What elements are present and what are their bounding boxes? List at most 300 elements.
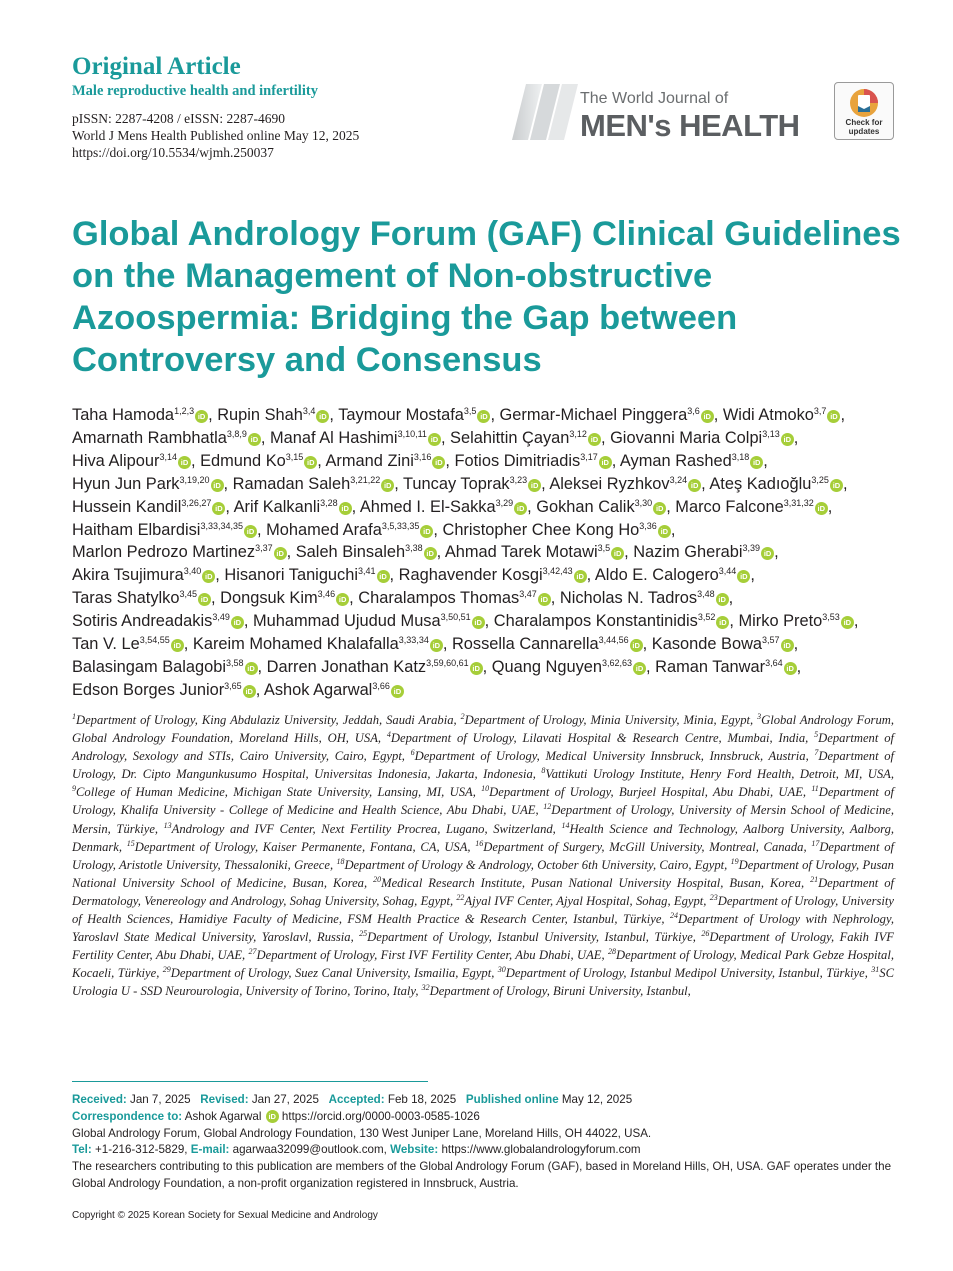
author-separator: , bbox=[796, 657, 802, 676]
author-affiliation-numbers: 3,40 bbox=[183, 566, 202, 577]
author-name: Fotios Dimitriadis bbox=[454, 451, 581, 470]
orcid-icon[interactable]: iD bbox=[381, 479, 394, 492]
author bbox=[620, 452, 763, 470]
affiliation-text: Global Andrology Forum, Global Andrology Foundation, Moreland Hills, OH, USA, bbox=[72, 713, 894, 746]
affiliation-number: 8 bbox=[541, 766, 546, 776]
orcid-icon[interactable]: iD bbox=[195, 410, 208, 423]
author-affiliation-numbers: 3,5,33,35 bbox=[381, 520, 420, 531]
author-name: Marco Falcone bbox=[675, 497, 784, 516]
affiliation-number: 32 bbox=[421, 983, 430, 993]
author-affiliation-numbers: 3,37 bbox=[255, 543, 273, 554]
author-separator: , bbox=[550, 589, 560, 608]
author-separator: , bbox=[351, 497, 360, 516]
author-name: Ateş Kadıoğlu bbox=[709, 474, 812, 493]
author bbox=[267, 658, 483, 676]
orcid-icon[interactable]: iD bbox=[244, 525, 257, 538]
author-affiliation-numbers: 3,59,60,61 bbox=[426, 657, 469, 668]
author-affiliation-numbers: 3,4 bbox=[302, 406, 316, 416]
affiliation-number: 20 bbox=[373, 874, 382, 884]
author-name: Marlon Pedrozo Martinez bbox=[72, 543, 256, 562]
revised-label: Revised: bbox=[200, 1093, 249, 1106]
author-affiliation-numbers: 3,58 bbox=[226, 657, 244, 668]
orcid-icon[interactable]: iD bbox=[430, 639, 443, 652]
author-affiliation-numbers: 3,25 bbox=[811, 474, 829, 485]
email-link[interactable]: agarwaa32099@outlook.com, bbox=[232, 1143, 387, 1157]
author-name: Saleh Binsaleh bbox=[295, 543, 406, 562]
author-name: Raman Tanwar bbox=[655, 657, 766, 676]
author-separator: , bbox=[840, 406, 845, 424]
affiliation-number: 31 bbox=[871, 965, 880, 975]
issn: pISSN: 2287-4208 / eISSN: 2287-4690 bbox=[72, 111, 286, 126]
affiliation-number: 4 bbox=[386, 729, 391, 739]
author-name: Tuncay Toprak bbox=[403, 474, 510, 493]
affiliation-text: Andrology and IVF Center, Next Fertility Procrea, Lugano, Switzerland, bbox=[171, 821, 562, 836]
author bbox=[633, 543, 774, 561]
author bbox=[442, 521, 670, 539]
author bbox=[358, 589, 550, 607]
author-name: Amarnath Rambhatla bbox=[72, 428, 227, 447]
author-affiliation-numbers: 3,5 bbox=[597, 543, 611, 554]
affiliation-number: 5 bbox=[814, 729, 819, 739]
author-affiliation-numbers: 3,46 bbox=[317, 589, 336, 600]
author bbox=[72, 521, 257, 539]
author bbox=[560, 589, 729, 607]
author-affiliation-numbers: 3,44,56 bbox=[598, 635, 629, 646]
author-affiliation-numbers: 3,23 bbox=[509, 474, 528, 485]
author-name: Nicholas N. Tadros bbox=[559, 589, 698, 608]
author-separator: , bbox=[793, 428, 799, 447]
tel-value: +1-216-312-5829, bbox=[95, 1143, 188, 1157]
author bbox=[655, 658, 796, 676]
affiliation-number: 11 bbox=[811, 784, 819, 794]
check-for-updates-button[interactable] bbox=[834, 82, 894, 140]
orcid-icon[interactable]: iD bbox=[420, 525, 433, 538]
author bbox=[72, 475, 224, 493]
orcid-icon[interactable]: iD bbox=[424, 547, 437, 560]
author-name: Nazim Gherabi bbox=[633, 543, 743, 562]
author-name: Taha Hamoda bbox=[72, 406, 175, 424]
affiliation-text: Department of Urology with Nephrology, Yaroslavl State Medical University, Yaroslavl, Russia, bbox=[72, 912, 894, 945]
affiliation-number: 16 bbox=[475, 838, 484, 848]
author bbox=[338, 406, 490, 424]
author-affiliation-numbers: 3,12 bbox=[569, 428, 587, 439]
author-name: Widi Atmoko bbox=[722, 406, 814, 424]
affiliation-text: Department of Urology, Kaiser Permanente, Fontana, CA, USA, bbox=[134, 839, 476, 854]
orcid-icon[interactable]: iD bbox=[827, 410, 840, 423]
contact-line bbox=[72, 1142, 902, 1159]
author-separator: , bbox=[243, 612, 253, 631]
author bbox=[500, 406, 714, 424]
correspondence-orcid-link[interactable]: https://orcid.org/0000-0003-0585-1026 bbox=[281, 1109, 480, 1123]
orcid-icon[interactable]: iD bbox=[198, 593, 211, 606]
author-separator: , bbox=[527, 497, 537, 516]
author bbox=[72, 658, 258, 676]
author-name: Manaf Al Hashimi bbox=[270, 428, 398, 447]
author bbox=[266, 521, 433, 539]
gaf-note: The researchers contributing to this publication are members of the Global Andrology Forum (GAF), based in Moreland Hills, OH, USA. GAF operates under the Global Andrology Foundation, a non-profit organization registered in Innsbruck, Austria. bbox=[72, 1160, 892, 1190]
orcid-icon[interactable]: iD bbox=[171, 639, 184, 652]
author-name: Taymour Mostafa bbox=[338, 406, 464, 424]
orcid-icon[interactable]: iD bbox=[231, 616, 244, 629]
author-name: Ahmad Tarek Motawi bbox=[444, 543, 598, 562]
publication-info bbox=[72, 110, 492, 161]
doi-link[interactable]: https://doi.org/10.5534/wjmh.250037 bbox=[72, 145, 274, 160]
author-separator: , bbox=[728, 589, 734, 608]
author-affiliation-numbers: 3,7 bbox=[813, 406, 827, 416]
author-list bbox=[72, 404, 892, 702]
author-separator: , bbox=[257, 520, 267, 539]
orcid-icon[interactable]: iD bbox=[212, 502, 225, 515]
author-name: Germar-Michael Pinggera bbox=[499, 406, 688, 424]
website-label: Website: bbox=[390, 1143, 439, 1157]
author-separator: , bbox=[225, 497, 234, 516]
affiliation-text: Department of Urology, University of Mersin School of Medicine, Mersin, Türkiye, bbox=[72, 803, 894, 836]
author-separator: , bbox=[482, 657, 492, 676]
author bbox=[270, 429, 441, 447]
email-label: E-mail: bbox=[190, 1143, 230, 1157]
author bbox=[224, 566, 389, 584]
author-separator: , bbox=[255, 680, 264, 699]
affiliation-number: 10 bbox=[481, 784, 490, 794]
author-affiliation-numbers: 3,31,32 bbox=[783, 497, 814, 508]
author bbox=[72, 406, 208, 424]
orcid-icon[interactable]: iD bbox=[599, 456, 612, 469]
author-affiliation-numbers: 3,26,27 bbox=[181, 497, 212, 508]
author bbox=[72, 566, 215, 584]
affiliation-number: 3 bbox=[757, 711, 762, 721]
author-affiliation-numbers: 3,18 bbox=[731, 451, 750, 462]
affiliation-number: 1 bbox=[72, 711, 76, 721]
affiliation-number: 17 bbox=[811, 838, 820, 848]
author-separator: , bbox=[490, 406, 500, 424]
author bbox=[72, 429, 261, 447]
author bbox=[72, 589, 211, 607]
orcid-icon[interactable]: iD bbox=[514, 502, 527, 515]
affiliation-text: Department of Urology, University of Health Sciences, Hamidiye Faculty of Medicine, FSM Health Practice & Research Center, Istanbul, Türkiye, bbox=[72, 893, 894, 927]
author-separator: , bbox=[317, 451, 326, 470]
author-name: Ramadan Saleh bbox=[232, 474, 351, 493]
author-name: Armand Zini bbox=[325, 451, 414, 470]
author-name: Kareim Mohamed Khalafalla bbox=[192, 635, 399, 654]
orcid-icon[interactable]: iD bbox=[611, 547, 624, 560]
author bbox=[200, 452, 317, 470]
orcid-icon[interactable]: iD bbox=[316, 410, 329, 423]
author-separator: , bbox=[853, 612, 859, 631]
orcid-icon[interactable]: iD bbox=[781, 433, 794, 446]
affiliation-number: 26 bbox=[701, 928, 710, 938]
orcid-icon[interactable]: iD bbox=[750, 456, 763, 469]
author-name: Muhammad Ujudud Musa bbox=[252, 612, 441, 631]
orcid-icon[interactable]: iD bbox=[528, 479, 541, 492]
author bbox=[652, 635, 794, 653]
affiliation-text: Department of Urology, Medical Park Gebze Hospital, Kocaeli, Türkiye, bbox=[72, 948, 894, 981]
orcid-icon[interactable]: iD bbox=[248, 433, 261, 446]
author-name: Edson Borges Junior bbox=[72, 680, 225, 699]
author-separator: , bbox=[541, 474, 550, 493]
author-affiliation-numbers: 3,49 bbox=[212, 612, 230, 623]
author-affiliation-numbers: 3,47 bbox=[519, 589, 537, 600]
orcid-icon[interactable]: iD bbox=[336, 593, 349, 606]
affiliation-text: Department of Urology, Istanbul Medipol University, Istanbul, Türkiye, bbox=[505, 966, 872, 981]
author-name: Tan V. Le bbox=[72, 635, 140, 654]
orcid-icon[interactable]: iD bbox=[658, 525, 671, 538]
author bbox=[536, 498, 666, 516]
affiliation-number: 7 bbox=[814, 748, 819, 757]
author-separator: , bbox=[827, 497, 833, 516]
author-affiliation-numbers: 3,29 bbox=[495, 497, 514, 508]
author-affiliation-numbers: 3,5 bbox=[463, 406, 477, 416]
orcid-icon[interactable]: iD bbox=[339, 502, 352, 515]
author-affiliation-numbers: 3,33,34,35 bbox=[200, 520, 243, 531]
orcid-icon[interactable]: iD bbox=[178, 456, 191, 469]
author bbox=[233, 475, 395, 493]
orcid-icon[interactable]: iD bbox=[701, 410, 714, 423]
affiliation-text: Department of Dermatology, Venereology and Andrology, Sohag University, Sohag, Egypt, bbox=[72, 875, 894, 908]
orcid-icon[interactable]: iD bbox=[211, 479, 224, 492]
author-affiliation-numbers: 3,66 bbox=[372, 680, 390, 691]
affiliation-number: 21 bbox=[810, 874, 819, 884]
affiliation-text: Department of Urology, Istanbul University, Istanbul, Türkiye, bbox=[367, 930, 702, 945]
author-separator: , bbox=[763, 451, 768, 470]
author-name: Dongsuk Kim bbox=[220, 589, 318, 608]
affiliation-number: 13 bbox=[163, 820, 172, 830]
orcid-icon[interactable]: iD bbox=[841, 616, 854, 629]
journal-logo-line2: MEN's HEALTH bbox=[580, 108, 800, 143]
received-date: Jan 7, 2025 bbox=[130, 1093, 191, 1106]
author bbox=[549, 475, 701, 493]
affiliation-number: 9 bbox=[72, 784, 76, 794]
author-affiliation-numbers: 3,36 bbox=[639, 520, 657, 531]
affiliation-text: Department of Urology, Biruni University, Istanbul, bbox=[429, 984, 691, 999]
orcid-icon[interactable]: iD bbox=[630, 639, 643, 652]
orcid-icon[interactable]: iD bbox=[830, 479, 843, 492]
author-separator: , bbox=[774, 543, 779, 562]
author-affiliation-numbers: 3,15 bbox=[285, 451, 304, 462]
affiliation-number: 22 bbox=[456, 892, 465, 902]
orcid-icon[interactable]: iD bbox=[784, 662, 797, 675]
orcid-icon[interactable]: iD bbox=[653, 502, 666, 515]
author-affiliation-numbers: 3,14 bbox=[159, 451, 177, 462]
author-separator: , bbox=[642, 635, 652, 654]
orcid-icon[interactable]: iD bbox=[432, 456, 445, 469]
author-separator: , bbox=[208, 406, 218, 424]
author bbox=[72, 612, 244, 630]
author bbox=[445, 543, 624, 561]
author-affiliation-numbers: 3,57 bbox=[762, 635, 780, 646]
author-separator: , bbox=[484, 612, 494, 631]
orcid-icon[interactable]: iD bbox=[574, 570, 587, 583]
author-name: Quang Nguyen bbox=[491, 657, 603, 676]
accepted-label: Accepted: bbox=[328, 1093, 385, 1106]
orcid-icon[interactable]: iD bbox=[243, 685, 256, 698]
website-link[interactable]: https://www.globalandrologyforum.com bbox=[441, 1143, 641, 1157]
author-separator: , bbox=[211, 589, 221, 608]
author-name: Charalampos Thomas bbox=[358, 589, 520, 608]
author-separator: , bbox=[624, 543, 634, 562]
correspondence-address: Global Andrology Forum, Global Andrology Foundation, 130 West Juniper Lane, Moreland Hills, OH 44022, USA. bbox=[72, 1126, 652, 1140]
orcid-icon[interactable]: iD bbox=[633, 662, 646, 675]
author-separator: , bbox=[183, 635, 193, 654]
author-name: Haitham Elbardisi bbox=[72, 520, 201, 539]
author-name: Mirko Preto bbox=[738, 612, 823, 631]
affiliation-text: Department of Urology, Suez Canal University, Ismailia, Egypt, bbox=[170, 966, 498, 981]
affiliation-text: Department of Urology & Andrology, October 6th University, Cairo, Egypt, bbox=[344, 857, 731, 872]
orcid-icon[interactable]: iD bbox=[716, 593, 729, 606]
author-name: Arif Kalkanli bbox=[233, 497, 321, 516]
published-label: Published online bbox=[465, 1093, 559, 1106]
author-name: Ahmed I. El-Sakka bbox=[359, 497, 496, 516]
journal-logo[interactable] bbox=[512, 82, 832, 142]
article-section: Male reproductive health and infertility bbox=[72, 83, 318, 99]
author-affiliation-numbers: 3,52 bbox=[697, 612, 716, 623]
author-separator: , bbox=[729, 612, 739, 631]
affiliation-text: College of Human Medicine, Michigan State University, Lansing, MI, USA, bbox=[76, 785, 482, 800]
author-affiliation-numbers: 3,54,55 bbox=[139, 635, 170, 646]
orcid-icon[interactable]: iD bbox=[538, 593, 551, 606]
affiliation-text: Department of Urology, Lilavati Hospital & Research Centre, Mumbai, India, bbox=[390, 731, 815, 746]
orcid-icon[interactable]: iD bbox=[202, 570, 215, 583]
author-affiliation-numbers: 3,8,9 bbox=[226, 428, 247, 439]
affiliation-number: 28 bbox=[608, 947, 617, 957]
author-name: Akira Tsujimura bbox=[72, 566, 184, 585]
author-affiliation-numbers: 3,44 bbox=[718, 566, 737, 577]
orcid-icon[interactable]: iD bbox=[274, 547, 287, 560]
orcid-icon[interactable]: iD bbox=[761, 547, 774, 560]
author-name: Sotiris Andreadakis bbox=[72, 612, 213, 631]
author bbox=[72, 681, 256, 699]
author-separator: , bbox=[600, 428, 611, 447]
author bbox=[72, 498, 225, 516]
affiliation-number: 24 bbox=[669, 910, 678, 920]
author-name: Taras Shatylko bbox=[72, 589, 180, 608]
author-affiliation-numbers: 3,53 bbox=[822, 612, 840, 623]
orcid-icon[interactable]: iD bbox=[588, 433, 601, 446]
article-title: Global Andrology Forum (GAF) Clinical Guidelines on the Management of Non-obstructive Azoospermia: Bridging the Gap between Controversy and Consensus bbox=[72, 215, 901, 379]
author-affiliation-numbers: 3,62,63 bbox=[602, 657, 633, 668]
author-separator: , bbox=[646, 657, 656, 676]
tel-label: Tel: bbox=[72, 1143, 92, 1157]
affiliation-text: Health Science and Technology, Aalborg University, Aalborg, Denmark, bbox=[72, 821, 895, 854]
author-separator: , bbox=[670, 520, 676, 539]
author-name: Aldo E. Calogero bbox=[594, 566, 719, 585]
affiliation-text: Department of Urology, Aristotle University, Thessaloniki, Greece, bbox=[72, 839, 894, 872]
author-affiliation-numbers: 3,41 bbox=[358, 566, 376, 577]
orcid-icon[interactable]: iD bbox=[266, 1110, 279, 1123]
author-affiliation-numbers: 3,38 bbox=[405, 543, 423, 554]
author-affiliation-numbers: 3,42,43 bbox=[542, 566, 573, 577]
orcid-icon[interactable]: iD bbox=[428, 433, 441, 446]
author-name: Balasingam Balagobi bbox=[72, 657, 226, 676]
author-separator: , bbox=[215, 566, 225, 585]
author-name: Hisanori Taniguchi bbox=[224, 566, 359, 585]
author-name: Charalampos Konstantinidis bbox=[493, 612, 698, 631]
affiliation-text: Department of Urology, First IVF Fertility Center, Abu Dhabi, UAE, bbox=[256, 948, 609, 963]
orcid-icon[interactable]: iD bbox=[477, 410, 490, 423]
author-separator: , bbox=[440, 428, 451, 447]
author-affiliation-numbers: 3,64 bbox=[765, 657, 783, 668]
affiliation-text: Department of Urology, Dr. Cipto Mangunkusumo Hospital, Universitas Indonesia, Jakarta, Indonesia, bbox=[72, 749, 895, 782]
author-affiliation-numbers: 3,65 bbox=[224, 680, 242, 691]
footnote-divider bbox=[72, 1081, 428, 1082]
author bbox=[494, 612, 730, 630]
affiliation-number: 15 bbox=[126, 838, 135, 848]
author bbox=[492, 658, 646, 676]
author-affiliation-numbers: 1,2,3 bbox=[174, 406, 195, 416]
orcid-icon[interactable]: iD bbox=[716, 616, 729, 629]
author bbox=[264, 681, 404, 699]
orcid-icon[interactable]: iD bbox=[377, 570, 390, 583]
orcid-icon[interactable]: iD bbox=[781, 639, 794, 652]
author-affiliation-numbers: 3,39 bbox=[742, 543, 761, 554]
affiliation-number: 19 bbox=[730, 856, 739, 866]
affiliation-number: 23 bbox=[709, 892, 718, 902]
affiliation-text: Department of Urology, Pusan National University School of Medicine, Busan, Korea, bbox=[72, 857, 894, 890]
author-affiliation-numbers: 3,45 bbox=[179, 589, 198, 600]
author bbox=[326, 452, 446, 470]
author-separator: , bbox=[286, 543, 296, 562]
affiliation-number: 29 bbox=[162, 965, 171, 975]
published-online-line: World J Mens Health Published online May 12, 2025 bbox=[72, 128, 360, 143]
orcid-icon[interactable]: iD bbox=[688, 479, 701, 492]
author-name: Mohamed Arafa bbox=[266, 520, 382, 539]
affiliation-number: 25 bbox=[359, 928, 368, 938]
author-separator: , bbox=[793, 635, 799, 654]
author-name: Giovanni Maria Colpi bbox=[610, 428, 763, 447]
affiliation-number: 12 bbox=[543, 802, 552, 812]
orcid-icon[interactable]: iD bbox=[304, 456, 317, 469]
accepted-date: Feb 18, 2025 bbox=[387, 1093, 457, 1106]
affiliation-text: Department of Urology, Minia University, Minia, Egypt, bbox=[464, 713, 758, 727]
author bbox=[253, 612, 485, 630]
orcid-icon[interactable]: iD bbox=[391, 685, 404, 698]
affiliation-number: 6 bbox=[410, 748, 415, 757]
orcid-icon[interactable]: iD bbox=[245, 662, 258, 675]
affiliation-number: 30 bbox=[497, 965, 506, 975]
affiliation-text: Department of Urology, Khalifa University - College of Medicine and Health Science, Abu Dhabi, UAE, bbox=[72, 785, 894, 818]
orcid-icon[interactable]: iD bbox=[472, 616, 485, 629]
author-name: Ayman Rashed bbox=[619, 451, 732, 470]
journal-logo-line1: The World Journal of bbox=[580, 90, 729, 107]
author-affiliation-numbers: 3,30 bbox=[634, 497, 653, 508]
author-affiliation-numbers: 3,24 bbox=[669, 474, 688, 485]
author-name: Selahittin Çayan bbox=[450, 428, 570, 447]
author-affiliation-numbers: 3,28 bbox=[320, 497, 338, 508]
correspondence-name: Ashok Agarwal bbox=[184, 1109, 262, 1123]
author-separator: , bbox=[191, 451, 201, 470]
orcid-icon[interactable]: iD bbox=[815, 502, 828, 515]
orcid-icon[interactable]: iD bbox=[470, 662, 483, 675]
author-affiliation-numbers: 3,19,20 bbox=[179, 474, 210, 485]
author-name: Kasonde Bowa bbox=[651, 635, 763, 654]
author-name: Raghavender Kosgi bbox=[398, 566, 543, 585]
orcid-icon[interactable]: iD bbox=[737, 570, 750, 583]
author-affiliation-numbers: 3,10,11 bbox=[397, 428, 427, 439]
author-separator: , bbox=[842, 474, 848, 493]
author bbox=[403, 475, 541, 493]
author bbox=[450, 429, 601, 447]
author-affiliation-numbers: 3,21,22 bbox=[350, 474, 381, 485]
author-name: Hyun Jun Park bbox=[72, 474, 180, 493]
author-separator: , bbox=[329, 406, 339, 424]
affiliation-number: 18 bbox=[336, 856, 345, 866]
author-name: Hiva Alipour bbox=[72, 451, 160, 470]
author bbox=[595, 566, 750, 584]
affiliation-text: Ajyal IVF Center, Ajyal Hospital, Sohag, Egypt, bbox=[464, 893, 710, 908]
affiliation-number: 2 bbox=[460, 711, 465, 721]
copyright: Copyright © 2025 Korean Society for Sexual Medicine and Andrology bbox=[72, 1210, 378, 1221]
author-separator: , bbox=[611, 451, 620, 470]
affiliation-text: SC Urologia U - SSD Neurourologia, University of Torino, Torino, Italy, bbox=[72, 966, 894, 999]
